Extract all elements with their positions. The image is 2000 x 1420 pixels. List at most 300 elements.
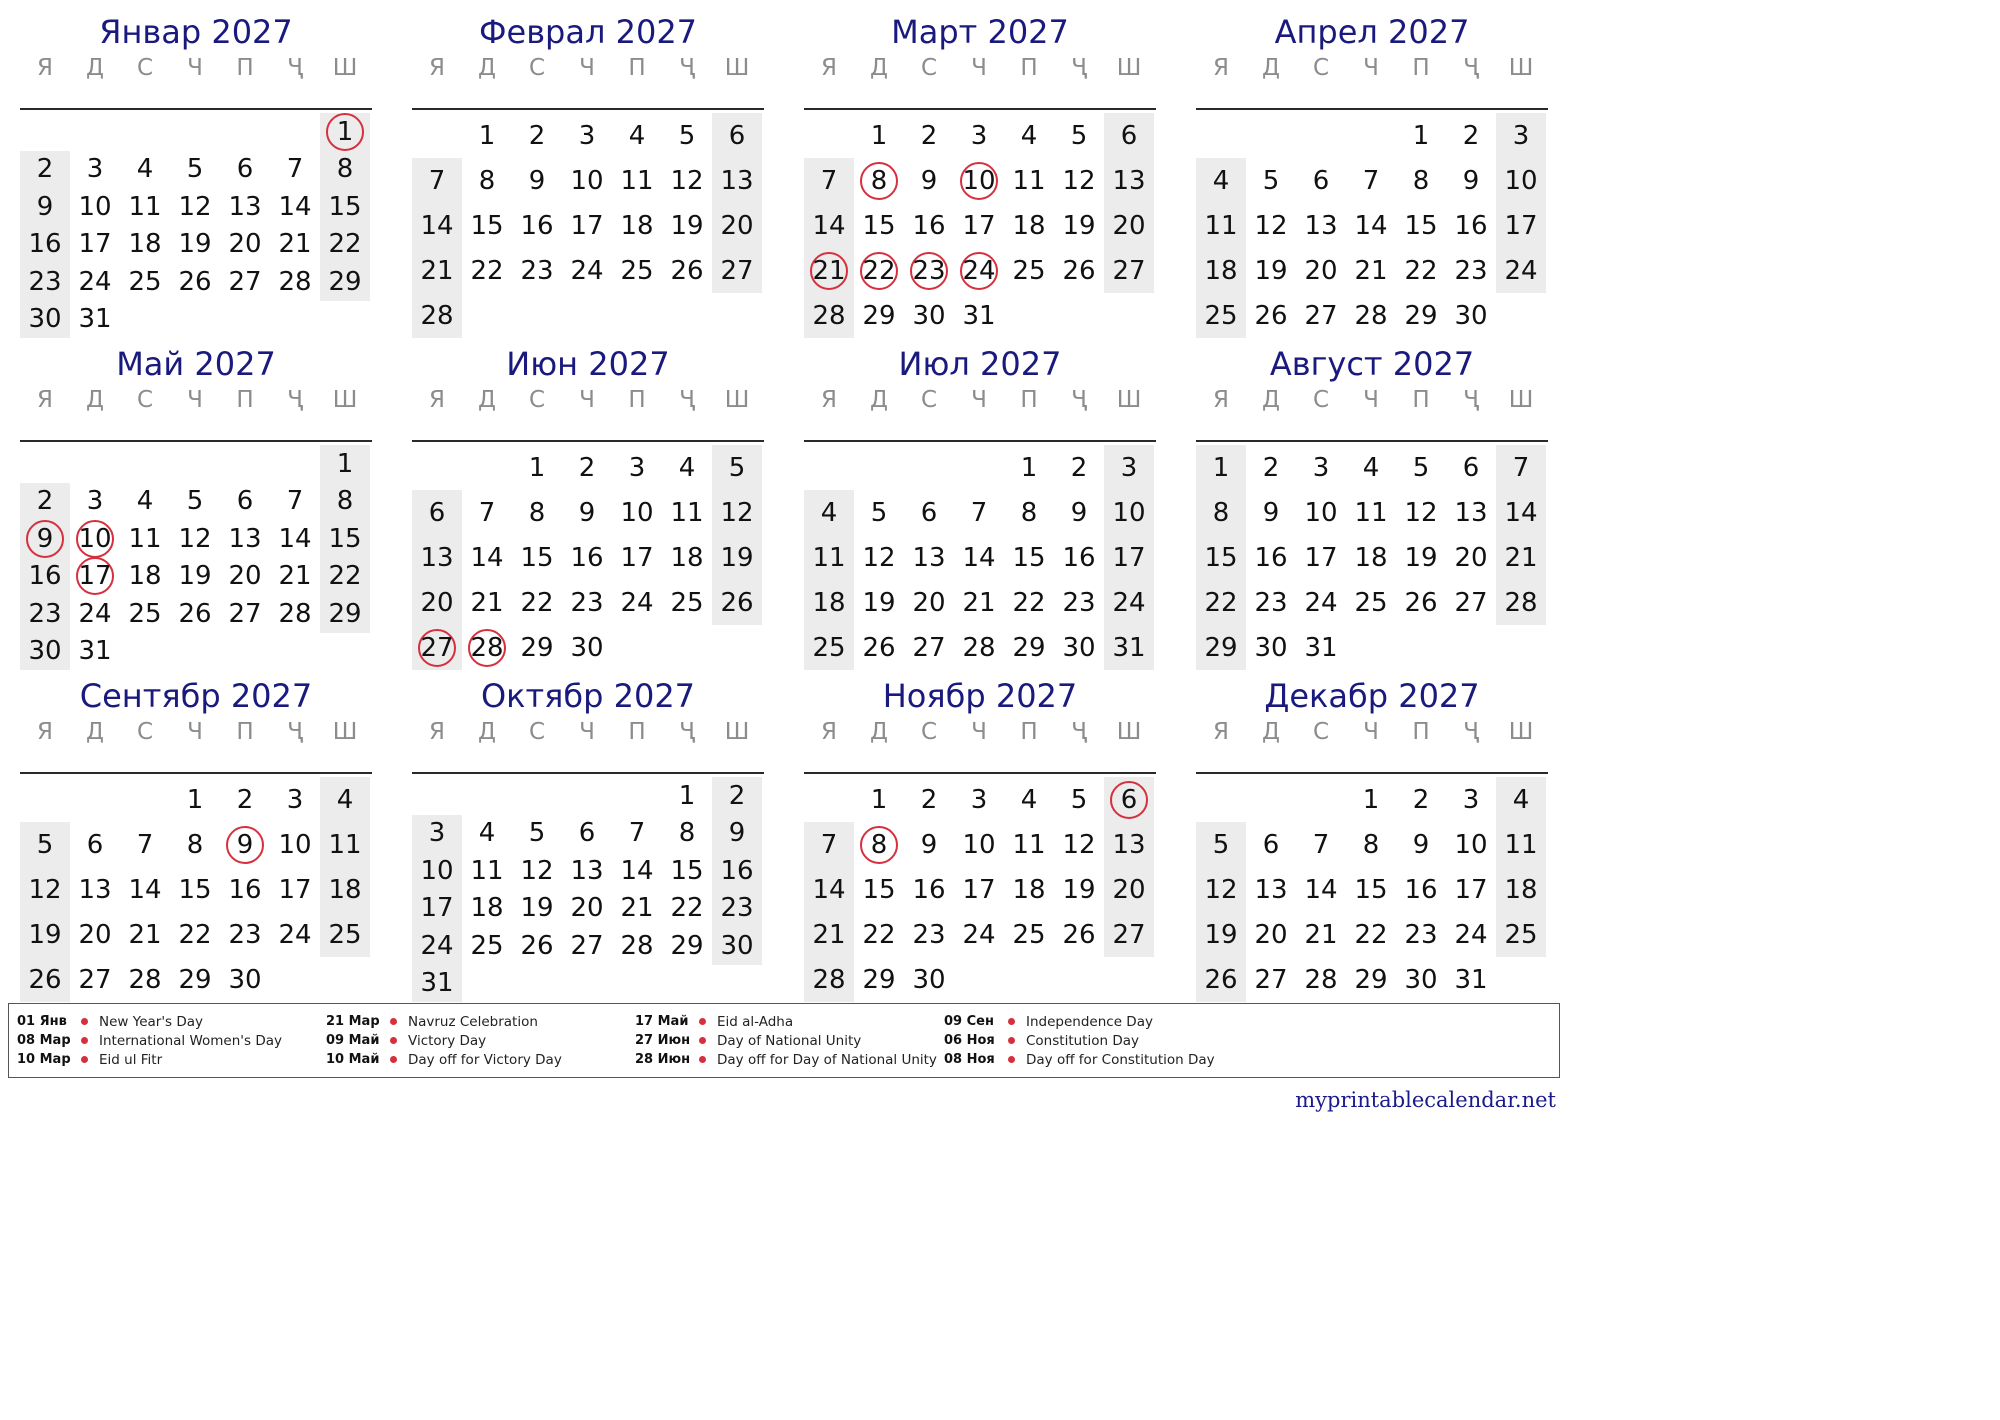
day-number[interactable]: 26 — [178, 266, 212, 297]
day-number[interactable]: 22 — [520, 587, 554, 618]
day-number[interactable]: 30 — [912, 300, 946, 331]
day-number[interactable]: 8 — [528, 497, 546, 528]
day-number[interactable]: 16 — [28, 229, 62, 260]
day-number[interactable]: 7 — [820, 829, 838, 860]
day-number[interactable]: 21 — [470, 587, 504, 618]
day-number[interactable]: 5 — [36, 829, 54, 860]
day-number[interactable]: 4 — [136, 486, 154, 517]
day-number[interactable]: 11 — [1504, 829, 1538, 860]
day-number[interactable]: 24 — [420, 930, 454, 961]
day-number[interactable]: 9 — [1462, 165, 1480, 196]
day-number[interactable]: 27 — [1254, 964, 1288, 995]
day-number[interactable]: 1 — [1212, 452, 1230, 483]
day-number[interactable]: 3 — [1120, 452, 1138, 483]
day-number[interactable]: 2 — [1262, 452, 1280, 483]
day-number[interactable]: 8 — [186, 829, 204, 860]
day-number[interactable]: 19 — [1404, 542, 1438, 573]
day-number[interactable]: 1 — [186, 784, 204, 815]
day-number[interactable]: 6 — [1262, 829, 1280, 860]
day-number[interactable]: 7 — [1362, 165, 1380, 196]
day-number[interactable]: 16 — [912, 210, 946, 241]
day-number[interactable]: 23 — [912, 919, 946, 950]
day-number[interactable]: 21 — [620, 893, 654, 924]
day-number[interactable]: 20 — [912, 587, 946, 618]
day-number[interactable]: 13 — [570, 855, 604, 886]
day-number[interactable]: 24 — [962, 919, 996, 950]
day-number[interactable]: 6 — [578, 818, 596, 849]
day-number[interactable]: 14 — [1304, 874, 1338, 905]
day-number[interactable]: 12 — [862, 542, 896, 573]
day-number[interactable]: 13 — [1254, 874, 1288, 905]
day-number[interactable]: 23 — [570, 587, 604, 618]
day-number[interactable]: 8 — [870, 829, 888, 860]
day-number[interactable]: 24 — [1454, 919, 1488, 950]
day-number[interactable]: 12 — [178, 523, 212, 554]
day-number[interactable]: 5 — [678, 120, 696, 151]
day-number[interactable]: 3 — [1312, 452, 1330, 483]
day-number[interactable]: 10 — [1112, 497, 1146, 528]
day-number[interactable]: 3 — [86, 154, 104, 185]
day-number[interactable]: 12 — [1404, 497, 1438, 528]
day-number[interactable]: 6 — [236, 154, 254, 185]
day-number[interactable]: 27 — [420, 632, 454, 663]
day-number[interactable]: 1 — [870, 784, 888, 815]
day-number[interactable]: 26 — [1404, 587, 1438, 618]
day-number[interactable]: 21 — [962, 587, 996, 618]
day-number[interactable]: 15 — [862, 210, 896, 241]
day-number[interactable]: 5 — [1070, 784, 1088, 815]
day-number[interactable]: 9 — [1070, 497, 1088, 528]
day-number[interactable]: 12 — [1062, 829, 1096, 860]
day-number[interactable]: 17 — [620, 542, 654, 573]
day-number[interactable]: 16 — [1454, 210, 1488, 241]
day-number[interactable]: 22 — [1204, 587, 1238, 618]
day-number[interactable]: 16 — [28, 561, 62, 592]
day-number[interactable]: 14 — [278, 191, 312, 222]
day-number[interactable]: 19 — [720, 542, 754, 573]
day-number[interactable]: 14 — [128, 874, 162, 905]
day-number[interactable]: 28 — [278, 266, 312, 297]
day-number[interactable]: 2 — [728, 780, 746, 811]
day-number[interactable]: 14 — [962, 542, 996, 573]
day-number[interactable]: 30 — [570, 632, 604, 663]
day-number[interactable]: 17 — [962, 210, 996, 241]
day-number[interactable]: 29 — [1012, 632, 1046, 663]
day-number[interactable]: 23 — [28, 598, 62, 629]
day-number[interactable]: 11 — [328, 829, 362, 860]
day-number[interactable]: 18 — [328, 874, 362, 905]
day-number[interactable]: 29 — [178, 964, 212, 995]
day-number[interactable]: 26 — [1062, 919, 1096, 950]
day-number[interactable]: 30 — [228, 964, 262, 995]
day-number[interactable]: 27 — [1112, 919, 1146, 950]
day-number[interactable]: 18 — [470, 893, 504, 924]
day-number[interactable]: 26 — [670, 255, 704, 286]
day-number[interactable]: 17 — [420, 893, 454, 924]
day-number[interactable]: 18 — [1012, 874, 1046, 905]
day-number[interactable]: 25 — [1204, 300, 1238, 331]
day-number[interactable]: 9 — [236, 829, 254, 860]
day-number[interactable]: 16 — [912, 874, 946, 905]
day-number[interactable]: 6 — [1312, 165, 1330, 196]
day-number[interactable]: 19 — [670, 210, 704, 241]
day-number[interactable]: 22 — [1354, 919, 1388, 950]
day-number[interactable]: 22 — [470, 255, 504, 286]
day-number[interactable]: 22 — [328, 229, 362, 260]
day-number[interactable]: 30 — [1254, 632, 1288, 663]
day-number[interactable]: 2 — [920, 120, 938, 151]
day-number[interactable]: 14 — [620, 855, 654, 886]
day-number[interactable]: 4 — [1362, 452, 1380, 483]
day-number[interactable]: 10 — [962, 165, 996, 196]
day-number[interactable]: 15 — [520, 542, 554, 573]
day-number[interactable]: 6 — [728, 120, 746, 151]
day-number[interactable]: 31 — [1304, 632, 1338, 663]
day-number[interactable]: 1 — [478, 120, 496, 151]
day-number[interactable]: 30 — [28, 636, 62, 667]
day-number[interactable]: 2 — [920, 784, 938, 815]
day-number[interactable]: 22 — [862, 919, 896, 950]
day-number[interactable]: 27 — [228, 598, 262, 629]
day-number[interactable]: 15 — [1204, 542, 1238, 573]
day-number[interactable]: 20 — [1304, 255, 1338, 286]
day-number[interactable]: 25 — [128, 598, 162, 629]
day-number[interactable]: 6 — [86, 829, 104, 860]
day-number[interactable]: 3 — [578, 120, 596, 151]
day-number[interactable]: 15 — [470, 210, 504, 241]
day-number[interactable]: 12 — [28, 874, 62, 905]
day-number[interactable]: 22 — [1404, 255, 1438, 286]
day-number[interactable]: 19 — [520, 893, 554, 924]
day-number[interactable]: 1 — [1362, 784, 1380, 815]
day-number[interactable]: 4 — [1512, 784, 1530, 815]
day-number[interactable]: 5 — [728, 452, 746, 483]
day-number[interactable]: 16 — [1062, 542, 1096, 573]
day-number[interactable]: 20 — [228, 229, 262, 260]
day-number[interactable]: 7 — [820, 165, 838, 196]
day-number[interactable]: 29 — [670, 930, 704, 961]
day-number[interactable]: 10 — [278, 829, 312, 860]
day-number[interactable]: 7 — [286, 486, 304, 517]
day-number[interactable]: 15 — [862, 874, 896, 905]
day-number[interactable]: 25 — [670, 587, 704, 618]
day-number[interactable]: 24 — [1504, 255, 1538, 286]
day-number[interactable]: 23 — [1404, 919, 1438, 950]
day-number[interactable]: 20 — [78, 919, 112, 950]
day-number[interactable]: 20 — [1112, 210, 1146, 241]
day-number[interactable]: 7 — [286, 154, 304, 185]
day-number[interactable]: 31 — [1112, 632, 1146, 663]
day-number[interactable]: 2 — [578, 452, 596, 483]
day-number[interactable]: 29 — [328, 266, 362, 297]
day-number[interactable]: 17 — [1504, 210, 1538, 241]
day-number[interactable]: 16 — [1254, 542, 1288, 573]
day-number[interactable]: 21 — [812, 255, 846, 286]
day-number[interactable]: 21 — [812, 919, 846, 950]
day-number[interactable]: 29 — [1404, 300, 1438, 331]
day-number[interactable]: 10 — [420, 855, 454, 886]
day-number[interactable]: 21 — [128, 919, 162, 950]
day-number[interactable]: 29 — [1204, 632, 1238, 663]
day-number[interactable]: 3 — [1462, 784, 1480, 815]
day-number[interactable]: 5 — [186, 486, 204, 517]
day-number[interactable]: 7 — [136, 829, 154, 860]
day-number[interactable]: 17 — [78, 229, 112, 260]
day-number[interactable]: 13 — [1112, 165, 1146, 196]
day-number[interactable]: 10 — [570, 165, 604, 196]
day-number[interactable]: 10 — [620, 497, 654, 528]
day-number[interactable]: 23 — [720, 893, 754, 924]
day-number[interactable]: 30 — [1454, 300, 1488, 331]
day-number[interactable]: 17 — [1304, 542, 1338, 573]
day-number[interactable]: 12 — [1204, 874, 1238, 905]
day-number[interactable]: 21 — [420, 255, 454, 286]
day-number[interactable]: 12 — [1062, 165, 1096, 196]
day-number[interactable]: 19 — [178, 561, 212, 592]
day-number[interactable]: 1 — [336, 448, 354, 479]
day-number[interactable]: 25 — [128, 266, 162, 297]
day-number[interactable]: 13 — [78, 874, 112, 905]
day-number[interactable]: 18 — [620, 210, 654, 241]
day-number[interactable]: 22 — [328, 561, 362, 592]
day-number[interactable]: 11 — [128, 191, 162, 222]
day-number[interactable]: 15 — [1354, 874, 1388, 905]
day-number[interactable]: 6 — [236, 486, 254, 517]
day-number[interactable]: 19 — [1062, 874, 1096, 905]
day-number[interactable]: 27 — [1304, 300, 1338, 331]
day-number[interactable]: 14 — [470, 542, 504, 573]
day-number[interactable]: 13 — [228, 523, 262, 554]
day-number[interactable]: 19 — [28, 919, 62, 950]
day-number[interactable]: 29 — [328, 598, 362, 629]
day-number[interactable]: 5 — [1070, 120, 1088, 151]
day-number[interactable]: 20 — [720, 210, 754, 241]
day-number[interactable]: 17 — [962, 874, 996, 905]
day-number[interactable]: 28 — [812, 964, 846, 995]
day-number[interactable]: 10 — [962, 829, 996, 860]
day-number[interactable]: 16 — [1404, 874, 1438, 905]
day-number[interactable]: 18 — [1204, 255, 1238, 286]
day-number[interactable]: 17 — [278, 874, 312, 905]
day-number[interactable]: 7 — [478, 497, 496, 528]
day-number[interactable]: 19 — [1062, 210, 1096, 241]
day-number[interactable]: 24 — [1304, 587, 1338, 618]
day-number[interactable]: 8 — [1212, 497, 1230, 528]
day-number[interactable]: 20 — [228, 561, 262, 592]
day-number[interactable]: 24 — [278, 919, 312, 950]
day-number[interactable]: 7 — [1312, 829, 1330, 860]
day-number[interactable]: 22 — [862, 255, 896, 286]
day-number[interactable]: 28 — [962, 632, 996, 663]
day-number[interactable]: 18 — [812, 587, 846, 618]
day-number[interactable]: 27 — [228, 266, 262, 297]
day-number[interactable]: 7 — [1512, 452, 1530, 483]
day-number[interactable]: 4 — [628, 120, 646, 151]
day-number[interactable]: 2 — [36, 154, 54, 185]
day-number[interactable]: 11 — [1012, 829, 1046, 860]
day-number[interactable]: 2 — [36, 486, 54, 517]
day-number[interactable]: 18 — [670, 542, 704, 573]
day-number[interactable]: 24 — [962, 255, 996, 286]
day-number[interactable]: 21 — [1354, 255, 1388, 286]
day-number[interactable]: 3 — [428, 818, 446, 849]
day-number[interactable]: 9 — [528, 165, 546, 196]
day-number[interactable]: 5 — [1412, 452, 1430, 483]
day-number[interactable]: 31 — [78, 636, 112, 667]
day-number[interactable]: 11 — [470, 855, 504, 886]
day-number[interactable]: 23 — [28, 266, 62, 297]
day-number[interactable]: 15 — [1012, 542, 1046, 573]
day-number[interactable]: 29 — [862, 964, 896, 995]
day-number[interactable]: 24 — [78, 266, 112, 297]
day-number[interactable]: 28 — [1304, 964, 1338, 995]
day-number[interactable]: 4 — [136, 154, 154, 185]
day-number[interactable]: 20 — [420, 587, 454, 618]
day-number[interactable]: 18 — [1012, 210, 1046, 241]
day-number[interactable]: 30 — [720, 930, 754, 961]
day-number[interactable]: 3 — [628, 452, 646, 483]
day-number[interactable]: 24 — [1112, 587, 1146, 618]
day-number[interactable]: 28 — [470, 632, 504, 663]
day-number[interactable]: 26 — [1062, 255, 1096, 286]
day-number[interactable]: 17 — [78, 561, 112, 592]
day-number[interactable]: 13 — [1112, 829, 1146, 860]
day-number[interactable]: 13 — [228, 191, 262, 222]
day-number[interactable]: 18 — [128, 229, 162, 260]
day-number[interactable]: 4 — [1020, 120, 1038, 151]
day-number[interactable]: 25 — [620, 255, 654, 286]
day-number[interactable]: 16 — [720, 855, 754, 886]
day-number[interactable]: 27 — [1454, 587, 1488, 618]
day-number[interactable]: 28 — [128, 964, 162, 995]
day-number[interactable]: 12 — [178, 191, 212, 222]
day-number[interactable]: 1 — [1412, 120, 1430, 151]
day-number[interactable]: 9 — [1262, 497, 1280, 528]
day-number[interactable]: 2 — [1462, 120, 1480, 151]
day-number[interactable]: 2 — [236, 784, 254, 815]
day-number[interactable]: 7 — [428, 165, 446, 196]
day-number[interactable]: 2 — [1412, 784, 1430, 815]
day-number[interactable]: 16 — [228, 874, 262, 905]
day-number[interactable]: 15 — [670, 855, 704, 886]
day-number[interactable]: 14 — [278, 523, 312, 554]
day-number[interactable]: 30 — [1062, 632, 1096, 663]
day-number[interactable]: 8 — [1362, 829, 1380, 860]
day-number[interactable]: 4 — [678, 452, 696, 483]
day-number[interactable]: 27 — [78, 964, 112, 995]
day-number[interactable]: 10 — [78, 523, 112, 554]
site-link[interactable]: myprintablecalendar.net — [1295, 1088, 1556, 1112]
day-number[interactable]: 25 — [328, 919, 362, 950]
day-number[interactable]: 3 — [86, 486, 104, 517]
day-number[interactable]: 18 — [128, 561, 162, 592]
day-number[interactable]: 19 — [1204, 919, 1238, 950]
day-number[interactable]: 4 — [336, 784, 354, 815]
day-number[interactable]: 11 — [812, 542, 846, 573]
day-number[interactable]: 6 — [1120, 784, 1138, 815]
day-number[interactable]: 3 — [970, 120, 988, 151]
day-number[interactable]: 29 — [862, 300, 896, 331]
day-number[interactable]: 9 — [920, 165, 938, 196]
day-number[interactable]: 8 — [870, 165, 888, 196]
day-number[interactable]: 23 — [520, 255, 554, 286]
day-number[interactable]: 5 — [186, 154, 204, 185]
day-number[interactable]: 8 — [678, 818, 696, 849]
day-number[interactable]: 23 — [912, 255, 946, 286]
day-number[interactable]: 15 — [178, 874, 212, 905]
day-number[interactable]: 5 — [1262, 165, 1280, 196]
day-number[interactable]: 30 — [28, 304, 62, 335]
day-number[interactable]: 3 — [970, 784, 988, 815]
day-number[interactable]: 12 — [1254, 210, 1288, 241]
day-number[interactable]: 20 — [1112, 874, 1146, 905]
day-number[interactable]: 26 — [28, 964, 62, 995]
day-number[interactable]: 5 — [1212, 829, 1230, 860]
day-number[interactable]: 19 — [178, 229, 212, 260]
day-number[interactable]: 22 — [670, 893, 704, 924]
day-number[interactable]: 10 — [1454, 829, 1488, 860]
day-number[interactable]: 19 — [862, 587, 896, 618]
day-number[interactable]: 26 — [1254, 300, 1288, 331]
day-number[interactable]: 21 — [1504, 542, 1538, 573]
day-number[interactable]: 4 — [1020, 784, 1038, 815]
day-number[interactable]: 31 — [420, 968, 454, 999]
day-number[interactable]: 8 — [1020, 497, 1038, 528]
day-number[interactable]: 10 — [1504, 165, 1538, 196]
day-number[interactable]: 27 — [720, 255, 754, 286]
day-number[interactable]: 21 — [278, 229, 312, 260]
day-number[interactable]: 15 — [328, 191, 362, 222]
day-number[interactable]: 9 — [578, 497, 596, 528]
day-number[interactable]: 11 — [670, 497, 704, 528]
day-number[interactable]: 28 — [620, 930, 654, 961]
day-number[interactable]: 25 — [1504, 919, 1538, 950]
day-number[interactable]: 13 — [912, 542, 946, 573]
day-number[interactable]: 3 — [286, 784, 304, 815]
day-number[interactable]: 21 — [1304, 919, 1338, 950]
day-number[interactable]: 13 — [720, 165, 754, 196]
day-number[interactable]: 13 — [1454, 497, 1488, 528]
day-number[interactable]: 4 — [478, 818, 496, 849]
day-number[interactable]: 31 — [78, 304, 112, 335]
day-number[interactable]: 4 — [820, 497, 838, 528]
day-number[interactable]: 18 — [1504, 874, 1538, 905]
day-number[interactable]: 8 — [336, 154, 354, 185]
day-number[interactable]: 28 — [420, 300, 454, 331]
day-number[interactable]: 11 — [620, 165, 654, 196]
day-number[interactable]: 28 — [1354, 300, 1388, 331]
day-number[interactable]: 14 — [1504, 497, 1538, 528]
day-number[interactable]: 14 — [812, 874, 846, 905]
day-number[interactable]: 23 — [1454, 255, 1488, 286]
day-number[interactable]: 25 — [1012, 255, 1046, 286]
day-number[interactable]: 18 — [1354, 542, 1388, 573]
day-number[interactable]: 7 — [970, 497, 988, 528]
day-number[interactable]: 8 — [336, 486, 354, 517]
day-number[interactable]: 23 — [1254, 587, 1288, 618]
day-number[interactable]: 9 — [728, 818, 746, 849]
day-number[interactable]: 1 — [870, 120, 888, 151]
day-number[interactable]: 8 — [1412, 165, 1430, 196]
day-number[interactable]: 7 — [628, 818, 646, 849]
day-number[interactable]: 20 — [1454, 542, 1488, 573]
day-number[interactable]: 6 — [920, 497, 938, 528]
day-number[interactable]: 11 — [1204, 210, 1238, 241]
day-number[interactable]: 12 — [720, 497, 754, 528]
day-number[interactable]: 17 — [1112, 542, 1146, 573]
day-number[interactable]: 10 — [1304, 497, 1338, 528]
day-number[interactable]: 8 — [478, 165, 496, 196]
